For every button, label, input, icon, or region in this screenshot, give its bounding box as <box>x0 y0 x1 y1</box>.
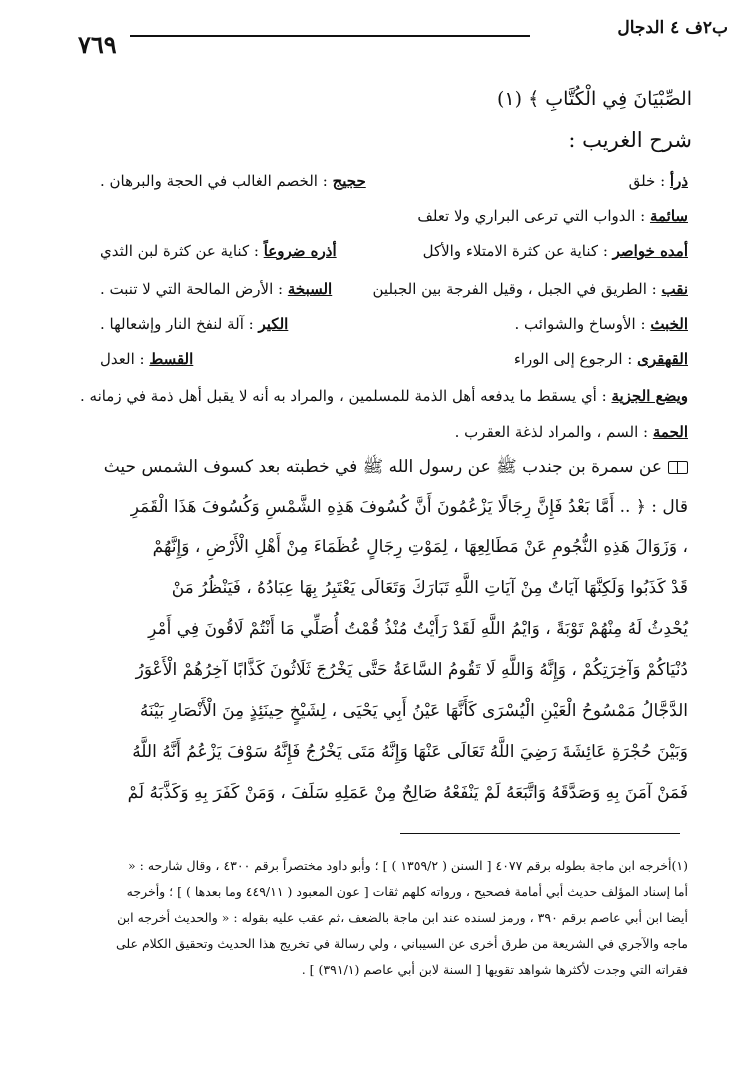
gloss-term: أمده خواصر <box>612 242 688 260</box>
gloss-term: الخبث <box>650 315 688 333</box>
footnote-line: ماجه والآجري في الشريعة من طرق أخرى عن السيباني ، ولي رسالة في تخريج هذا الحديث وتحقيق الكلام على <box>115 936 688 951</box>
body-line: ، وَزَوَالَ هَذِهِ النُّجُومِ عَنْ مَطَالِعِهَا ، لِمَوْتِ رِجَالٍ عُظَمَاءَ مِنْ أَهْلِ الْأَرْضِ ، وَإِنَّهُمْ <box>152 537 688 557</box>
body-line: يُحْدِثُ لَهُ مِنْهُمْ تَوْبَةً ، وَايْمُ اللَّهِ لَقَدْ رَأَيْتُ مُنْذُ قُمْتُ أُصَلِّي مَا أَنْتُمْ لَاقُونَ فِي أَمْرِ <box>148 619 688 639</box>
body-line: الدَّجَّالُ مَمْسُوحُ الْعَيْنِ الْيُسْرَى كَأَنَّهَا عَيْنُ أَبِي يَحْيَى ، لِشَيْخٍ حِينَئِذٍ مِنَ الْأَنْصَارِ بَيْنَهُ <box>139 701 688 721</box>
body-line: فَمَنْ آمَنَ بِهِ وَصَدَّقَهُ وَاتَّبَعَهُ لَمْ يَنْفَعْهُ صَالِحٌ مِنْ عَمَلِهِ سَلَفَ ، وَمَنْ كَفَرَ بِهِ وَكَذَّبَهُ لَمْ <box>127 783 688 803</box>
gloss-term: القهقرى <box>637 350 688 368</box>
gloss-term: نقب <box>661 280 688 298</box>
gloss-row <box>514 350 688 368</box>
book-icon <box>668 461 688 474</box>
body-line: قَدْ كَذَبُوا وَلَكِنَّهَا آيَاتٌ مِنْ آيَاتِ اللَّهِ تَبَارَكَ وَتَعَالَى يَعْتَبِرُ بِهَا عِبَادُهُ ، فَيَنْظُرُ مَنْ <box>171 578 688 598</box>
page-number: ٧٦٩ <box>78 30 117 59</box>
gloss-def: : آلة لنفخ النار وإشعالها . <box>100 315 259 333</box>
body-line: دُنْيَاكُمْ وَآخِرَتِكُمْ ، وَإِنَّهُ وَاللَّهِ لَا تَقُومُ السَّاعَةُ حَتَّى يَخْرُجَ ثَلَاثُونَ كَذَّابًا آخِرُهُمْ الْأَعْوَرُ <box>135 660 688 680</box>
gloss-def: : أي يسقط ما يدفعه أهل الذمة للمسلمين ، والمراد به أنه لا يقبل أهل ذمة في زمانه . <box>79 387 612 405</box>
header-rule <box>130 35 530 37</box>
gloss-term: ذرأ <box>669 172 688 190</box>
gloss-row-col2 <box>100 280 332 298</box>
section-heading: شرح الغريب : <box>568 128 692 152</box>
gloss-term: السبخة <box>287 280 333 298</box>
gloss-def: : كناية عن كثرة الامتلاء والأكل <box>422 242 613 260</box>
footnote-line: أيضا ابن أبي عاصم برقم ٣٩٠ ، ورمز لسنده عند ابن ماجة بالضعف ،ثم عقب عليه بقوله : « والحديث أخرجه ابن <box>117 910 688 925</box>
gloss-def: : الأوساخ والشوائب . <box>514 315 651 333</box>
footnote-line: فقراته التي وجدت لأكثرها شواهد تقويها [ السنة لابن أبي عاصم (٣٩١/١) ] . <box>301 962 688 977</box>
gloss-def: : الدواب التي ترعى البراري ولا تعلف <box>417 207 650 225</box>
gloss-def: : الأرض المالحة التي لا تنبت . <box>100 280 288 298</box>
gloss-def: : الطريق في الجبل ، وقيل الفرجة بين الجبلين <box>372 280 662 298</box>
gloss-row-long <box>455 423 688 441</box>
footnote-rule <box>400 833 680 834</box>
gloss-row <box>423 242 688 260</box>
gloss-term: ويضع الجزية <box>611 387 688 405</box>
gloss-term: حجيج <box>332 172 366 190</box>
gloss-term: الحمة <box>652 423 688 441</box>
gloss-row <box>514 315 688 333</box>
gloss-term: القسط <box>149 350 194 368</box>
gloss-row-col2 <box>100 242 337 260</box>
body-line: قال : ﴿ .. أَمَّا بَعْدُ فَإِنَّ رِجَالًا يَزْعُمُونَ أَنَّ كُسُوفَ هَذِهِ الشَّمْسِ وَكُسُوفَ هَذَا الْقَمَرِ <box>130 497 688 517</box>
gloss-def: : السم ، والمراد لذغة العقرب . <box>454 423 653 441</box>
gloss-def: : كناية عن كثرة لبن الثدي <box>100 242 264 260</box>
gloss-def: : العدل <box>100 350 150 368</box>
gloss-def: : الرجوع إلى الوراء <box>513 350 638 368</box>
body-line: وَبَيْنَ حُجْرَةِ عَائِشَةَ رَضِيَ اللَّهُ تَعَالَى عَنْهَا وَإِنَّهُ مَتَى يَخْرُجُ فَإِنَّهُ سَوْفَ يَزْعُمُ أَنَّهُ اللَّهُ <box>132 742 688 762</box>
verse-end-line: الصِّبْيَانَ فِي الْكُتَّابِ ﴾ (١) <box>497 88 692 110</box>
gloss-def: : الخصم الغالب في الحجة والبرهان . <box>100 172 333 190</box>
gloss-row <box>417 207 688 225</box>
gloss-row-long <box>80 387 688 405</box>
gloss-row-col2 <box>100 172 366 190</box>
gloss-term: الكير <box>258 315 289 333</box>
body-line: عن سمرة بن جندب ﷺ عن رسول الله ﷺ في خطبته بعد كسوف الشمس حيث <box>64 456 688 481</box>
gloss-term: أذره ضروعاً <box>263 242 337 260</box>
footnote-line: أما إسناد المؤلف حديث أبي أمامة فصحيح ، ورواته كلهم ثقات [ عون المعبود ( ٤٤٩/١١ وما بعدها ) ] ؛ وأخرجه <box>126 884 688 899</box>
gloss-row-col2 <box>100 315 288 333</box>
gloss-row-col2 <box>100 350 193 368</box>
header-title: ب٢ف ٤ الدجال <box>617 18 728 38</box>
gloss-term: سائمة <box>649 207 688 225</box>
gloss-def: : خلق <box>628 172 670 190</box>
gloss-row <box>629 172 688 190</box>
gloss-row <box>373 280 688 298</box>
footnote-line: (١)أخرجه ابن ماجة بطوله برقم ٤٠٧٧ [ السنن ( ١٣٥٩/٢ ) ] ؛ وأبو داود مختصراً برقم ٤٣٠٠ ، وقال شارحه : « <box>128 858 688 873</box>
